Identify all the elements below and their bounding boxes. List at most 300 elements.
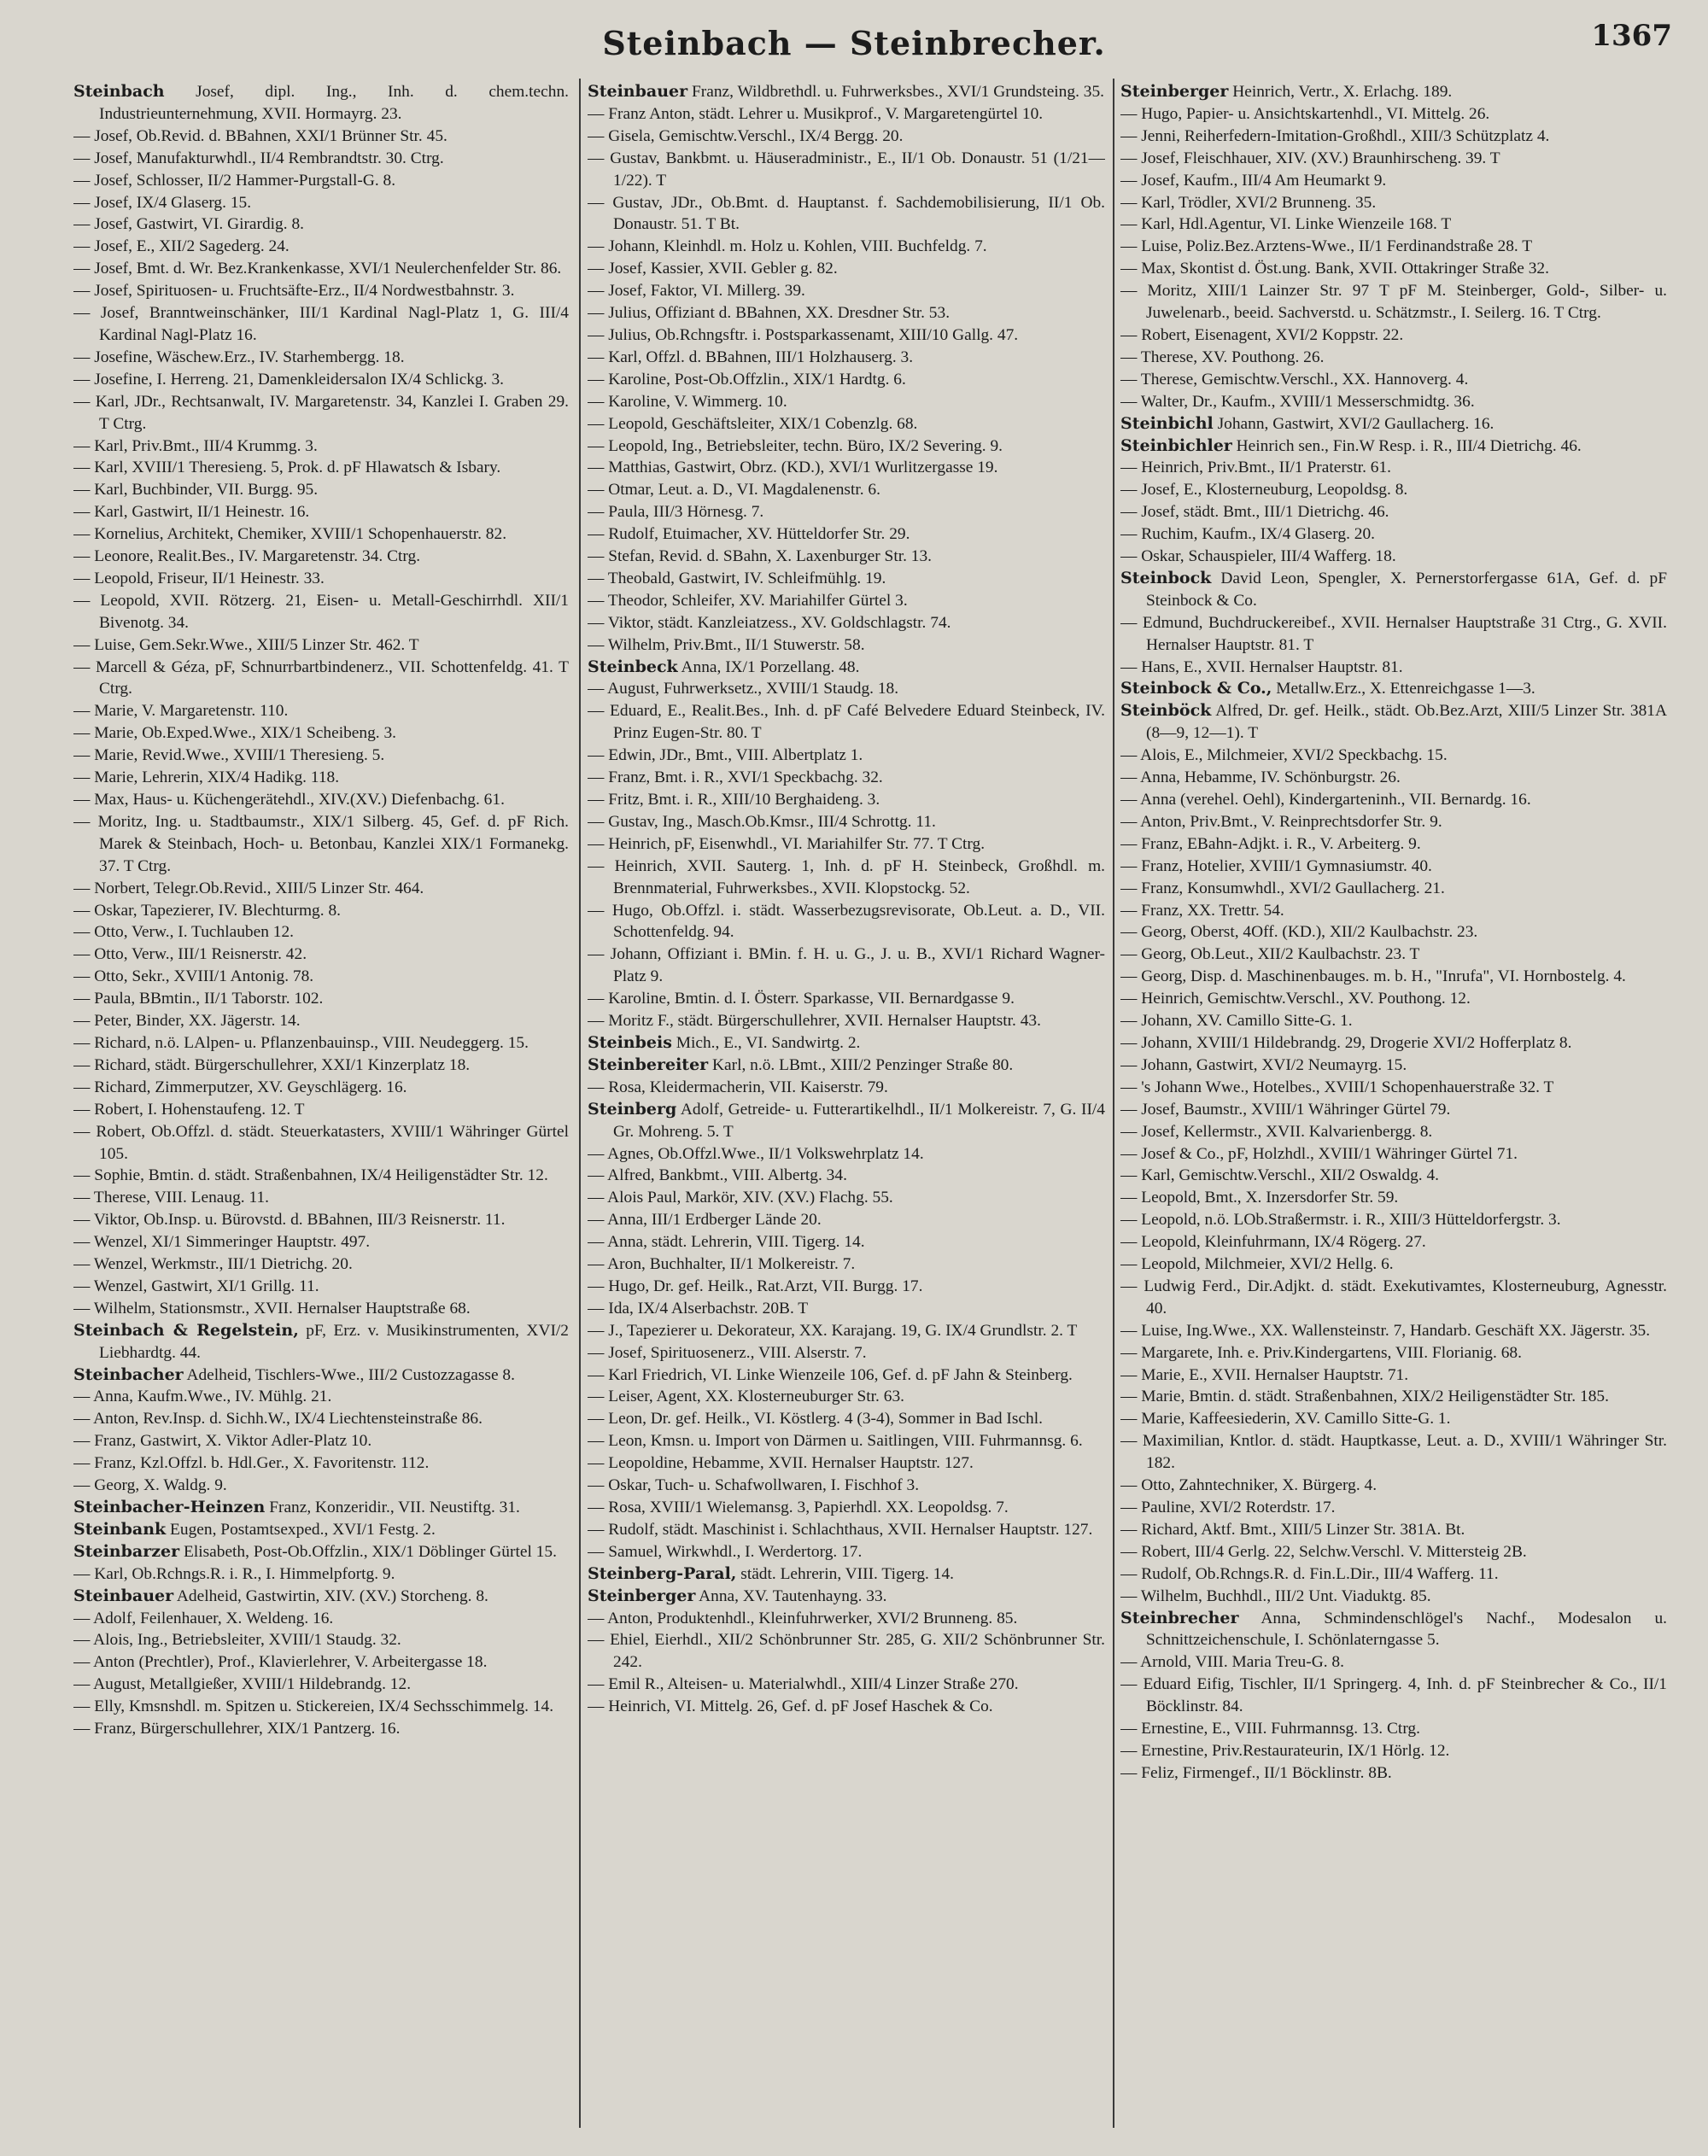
entry-text: — Heinrich, Gemischtw.Verschl., XV. Pouthong. 12. <box>1120 990 1471 1008</box>
entry-text: David Leon, Spengler, X. Pernerstorfergasse 61A, Gef. d. pF Steinbock & Co. <box>1146 569 1667 610</box>
entry-text: — Marie, E., XVII. Hernalser Hauptstr. 71. <box>1120 1365 1409 1384</box>
directory-entry <box>588 1342 1105 1364</box>
directory-entry <box>73 81 569 126</box>
entry-text: — Josef, Baumstr., XVIII/1 Währinger Gürtel 79. <box>1120 1100 1451 1119</box>
directory-entry <box>73 1452 569 1475</box>
entry-text: Metallw.Erz., X. Ettenreichgasse 1—3. <box>1272 680 1535 698</box>
directory-entry <box>588 126 1105 148</box>
directory-entry <box>588 1386 1105 1408</box>
entry-text: — Theodor, Schleifer, XV. Mariahilfer Gürtel 3. <box>588 591 908 610</box>
entry-text: — Gustav, Bankbmt. u. Häuseradministr., E., II/1 Ob. Donaustr. 51 (1/21—1/22). T <box>588 149 1105 190</box>
entry-text: Josef, dipl. Ing., Inh. d. chem.techn. Industrieunternehmung, XVII. Hormayrg. 23. <box>99 83 569 123</box>
directory-entry <box>1120 1231 1667 1253</box>
entry-text: — Johann, Gastwirt, XVI/2 Neumayrg. 15. <box>1120 1055 1407 1074</box>
directory-entry <box>73 1032 569 1055</box>
entry-text: — Josef & Co., pF, Holzhdl., XVIII/1 Währinger Gürtel 71. <box>1120 1144 1518 1163</box>
entry-text: — August, Fuhrwerksetz., XVIII/1 Staudg. 18. <box>588 680 899 698</box>
directory-entry <box>73 457 569 479</box>
entry-text: — Johann, XV. Camillo Sitte-G. 1. <box>1120 1012 1353 1031</box>
directory-entry <box>1120 324 1667 347</box>
directory-entry <box>588 1209 1105 1231</box>
entry-text: — Eduard Eifig, Tischler, II/1 Springerg. 4, Inh. d. pF Steinbrecher & Co., II/1 Böcklinstr. 84. <box>1120 1675 1667 1716</box>
directory-entry <box>1120 523 1667 546</box>
entry-text: — Josef, E., Klosterneuburg, Leopoldsg. 8. <box>1120 481 1408 500</box>
directory-entry <box>73 568 569 590</box>
entry-text: — Julius, Offiziant d. BBahnen, XX. Dresdner Str. 53. <box>588 304 951 323</box>
entry-text: — Oskar, Tapezierer, IV. Blechturmg. 8. <box>73 901 341 920</box>
entry-text: — Eduard, E., Realit.Bes., Inh. d. pF Café Belvedere Eduard Steinbeck, IV. Prinz Eugen-Str. 80. T <box>588 702 1105 743</box>
entry-text: Mich., E., VI. Sandwirtg. 2. <box>671 1033 861 1052</box>
directory-entry <box>588 1187 1105 1209</box>
directory-entry <box>588 1586 1105 1608</box>
entry-text: — Feliz, Firmengef., II/1 Böcklinstr. 8B. <box>1120 1763 1392 1782</box>
entry-text: — Otto, Sekr., XVIII/1 Antonig. 78. <box>73 967 314 986</box>
directory-entry <box>588 568 1105 590</box>
directory-entry <box>588 501 1105 523</box>
entry-text: — Leopold, Geschäftsleiter, XIX/1 Cobenzlg. 68. <box>588 414 918 433</box>
entry-text: pF, Erz. v. Musikinstrumenten, XVI/2 Liebhardtg. 44. <box>99 1321 569 1362</box>
entry-text: — Karl, Buchbinder, VII. Burgg. 95. <box>73 481 319 500</box>
directory-entry <box>588 789 1105 811</box>
entry-text: — Marie, V. Margaretenstr. 110. <box>73 702 289 721</box>
entry-text: — Marie, Revid.Wwe., XVIII/1 Theresieng. 5. <box>73 746 385 765</box>
directory-entry <box>588 988 1105 1010</box>
entry-text: — Rudolf, städt. Maschinist i. Schlachthaus, XVII. Hernalser Hauptstr. 127. <box>588 1520 1093 1539</box>
directory-entry <box>588 103 1105 126</box>
entry-text: — Marie, Bmtin. d. städt. Straßenbahnen, XIX/2 Heiligenstädter Str. 185. <box>1120 1388 1609 1406</box>
directory-entry <box>73 213 569 236</box>
directory-entry <box>588 1608 1105 1630</box>
entry-text: — Maximilian, Kntlor. d. städt. Hauptkasse, Leut. a. D., XVIII/1 Währinger Str. 182. <box>1120 1432 1667 1473</box>
directory-entry <box>588 1143 1105 1166</box>
directory-entry <box>1120 213 1667 236</box>
entry-text: — Wilhelm, Buchhdl., III/2 Unt. Viaduktg. 85. <box>1120 1586 1431 1605</box>
directory-entry <box>1120 1541 1667 1563</box>
directory-entry <box>73 1674 569 1696</box>
directory-entry <box>1120 81 1667 103</box>
directory-entry <box>73 501 569 523</box>
entry-text: — Ernestine, Priv.Restaurateurin, IX/1 Hörlg. 12. <box>1120 1741 1450 1760</box>
entry-text: — Viktor, städt. Kanzleiatzess., XV. Goldschlagstr. 74. <box>588 613 951 632</box>
entry-text: Karl, n.ö. LBmt., XIII/2 Penzinger Straße 80. <box>708 1055 1014 1074</box>
directory-entry <box>1120 1342 1667 1364</box>
entry-text: — Luise, Poliz.Bez.Arztens-Wwe., II/1 Ferdinandstraße 28. T <box>1120 237 1533 256</box>
entry-text: — Alfred, Bankbmt., VIII. Albertg. 34. <box>588 1166 847 1185</box>
entry-text: — Edwin, JDr., Bmt., VIII. Albertplatz 1. <box>588 746 863 765</box>
directory-entry <box>588 634 1105 657</box>
column-left <box>73 81 569 2139</box>
entry-text: Anna, Schmindenschlögel's Nachf., Modesalon u. Schnittzeichenschule, I. Schönlaterngasse 5. <box>1146 1609 1667 1650</box>
directory-entry <box>588 413 1105 435</box>
entry-text: — Otmar, Leut. a. D., VI. Magdalenenstr. 6. <box>588 481 880 500</box>
directory-entry <box>588 678 1105 700</box>
directory-entry <box>73 1541 569 1563</box>
directory-entry <box>1120 479 1667 501</box>
directory-entry <box>73 966 569 988</box>
directory-entry <box>1120 811 1667 833</box>
entry-text: — Alois Paul, Markör, XIV. (XV.) Flachg. 55. <box>588 1189 893 1207</box>
column-divider <box>579 79 581 2128</box>
entry-surname: Steinbrecher <box>1120 1608 1239 1627</box>
directory-entry <box>588 1563 1105 1586</box>
directory-entry <box>588 1452 1105 1475</box>
directory-entry <box>73 523 569 546</box>
directory-entry <box>588 900 1105 944</box>
entry-text: — Franz Anton, städt. Lehrer u. Musikprof., V. Margaretengürtel 10. <box>588 104 1044 123</box>
directory-entry <box>73 369 569 391</box>
entry-text: — Gustav, Ing., Masch.Ob.Kmsr., III/4 Schrottg. 11. <box>588 812 936 831</box>
entry-text: Johann, Gastwirt, XVI/2 Gaullacherg. 16. <box>1213 414 1494 433</box>
entry-text: Eugen, Postamtsexped., XVI/1 Festg. 2. <box>166 1520 436 1539</box>
entry-text: — Josef, Kellermstr., XVII. Kalvarienbergg. 8. <box>1120 1122 1433 1141</box>
directory-entry <box>588 944 1105 988</box>
entry-text: — Pauline, XVI/2 Roterdstr. 17. <box>1120 1499 1336 1516</box>
directory-entry <box>588 1475 1105 1497</box>
directory-entry <box>1120 921 1667 944</box>
entry-text: — Arnold, VIII. Maria Treu-G. 8. <box>1120 1653 1344 1672</box>
directory-entry <box>588 369 1105 391</box>
directory-entry <box>73 546 569 568</box>
directory-entry <box>73 1408 569 1430</box>
directory-entry <box>588 590 1105 612</box>
directory-entry <box>588 546 1105 568</box>
directory-entry <box>1120 900 1667 922</box>
directory-entry <box>588 1055 1105 1077</box>
entry-text: — Josef, Bmt. d. Wr. Bez.Krankenkasse, XVI/1 Neulerchenfelder Str. 86. <box>73 260 562 278</box>
directory-entry <box>73 1475 569 1497</box>
directory-entry <box>73 1253 569 1276</box>
entry-text: — Richard, Zimmerputzer, XV. Geyschlägerg. 16. <box>73 1078 407 1096</box>
directory-entry <box>588 745 1105 767</box>
directory-entry <box>73 1298 569 1320</box>
entry-text: — Therese, VIII. Lenaug. 11. <box>73 1189 270 1207</box>
entry-text: — Wenzel, Gastwirt, XI/1 Grillg. 11. <box>73 1277 319 1295</box>
directory-entry <box>1120 192 1667 214</box>
entry-text: Adolf, Getreide- u. Futterartikelhdl., II/1 Molkereistr. 7, G. II/4 Gr. Mohreng. 5. T <box>613 1100 1105 1141</box>
entry-text: — Anna, Hebamme, IV. Schönburgstr. 26. <box>1120 768 1401 787</box>
directory-entry <box>73 148 569 170</box>
entry-text: — Leopold, XVII. Rötzerg. 21, Eisen- u. Metall-Geschirrhdl. XII/1 Bivenotg. 34. <box>73 591 569 632</box>
entry-text: — Josefine, I. Herreng. 21, Damenkleidersalon IX/4 Schlickg. 3. <box>73 370 505 389</box>
directory-entry <box>73 878 569 900</box>
directory-entry <box>1120 1032 1667 1055</box>
entry-text: — Anton (Prechtler), Prof., Klavierlehrer, V. Arbeitergasse 18. <box>73 1653 488 1672</box>
entry-text: — Johann, XVIII/1 Hildebrandg. 29, Drogerie XVI/2 Hofferplatz 8. <box>1120 1033 1572 1052</box>
entry-text: — Josef, Fleischhauer, XIV. (XV.) Braunhirscheng. 39. T <box>1120 149 1500 167</box>
entry-text: — Aron, Buchhalter, II/1 Molkereistr. 7. <box>588 1255 856 1274</box>
entry-text: Heinrich, Vertr., X. Erlachg. 189. <box>1228 83 1453 101</box>
directory-entry <box>1120 435 1667 458</box>
directory-entry <box>1120 1674 1667 1718</box>
directory-entry <box>73 1165 569 1187</box>
column-middle <box>588 81 1105 2139</box>
directory-entry <box>1120 1475 1667 1497</box>
directory-entry <box>588 302 1105 324</box>
directory-entry <box>1120 1386 1667 1408</box>
entry-text: — Luise, Ing.Wwe., XX. Wallensteinstr. 7, Handarb. Geschäft XX. Jägerstr. 35. <box>1120 1321 1651 1340</box>
column-divider <box>1113 79 1114 2128</box>
entry-surname: Steinbock & Co., <box>1120 679 1272 698</box>
entry-text: — Gustav, JDr., Ob.Bmt. d. Hauptanst. f. Sachdemobilisierung, II/1 Ob. Donaustr. 51. T Bt. <box>588 193 1105 234</box>
directory-entry <box>73 1209 569 1231</box>
entry-text: — Moritz, Ing. u. Stadtbaumstr., XIX/1 Silberg. 45, Gef. d. pF Rich. Marek & Steinbach, Hoch- u. Betonbau, Kanzlei XIX/1 Formanekg. 37. T Ctrg. <box>73 812 569 875</box>
entry-text: — Karl, JDr., Rechtsanwalt, IV. Margaretenstr. 34, Kanzlei I. Graben 29. T Ctrg. <box>73 392 569 433</box>
directory-entry <box>73 700 569 722</box>
entry-text: — Gisela, Gemischtw.Verschl., IX/4 Bergg. 20. <box>588 126 904 145</box>
directory-entry <box>1120 745 1667 767</box>
entry-text: — Josef, IX/4 Glaserg. 15. <box>73 193 252 212</box>
entry-text: — Alois, E., Milchmeier, XVI/2 Speckbachg. 15. <box>1120 746 1448 765</box>
directory-entry <box>73 944 569 966</box>
entry-text: — Johann, Offiziant i. BMin. f. H. u. G., J. u. B., XVI/1 Richard Wagner-Platz 9. <box>588 945 1105 986</box>
directory-entry <box>1120 678 1667 700</box>
entry-text: Alfred, Dr. gef. Heilk., städt. Ob.Bez.Arzt, XIII/5 Linzer Str. 381A (8—9, 12—1). T <box>1146 702 1667 743</box>
entry-surname: Steinbacher <box>73 1364 184 1384</box>
entry-text: — Anton, Priv.Bmt., V. Reinprechtsdorfer Str. 9. <box>1120 812 1442 831</box>
directory-entry <box>1120 347 1667 369</box>
entry-text: — Johann, Kleinhdl. m. Holz u. Kohlen, VIII. Buchfeldg. 7. <box>588 237 987 256</box>
entry-text: Adelheid, Tischlers-Wwe., III/2 Custozzagasse 8. <box>183 1365 515 1384</box>
entry-text: — Ida, IX/4 Alserbachstr. 20B. T <box>588 1299 809 1318</box>
page-number: 1367 <box>1591 19 1672 53</box>
entry-text: — Robert, III/4 Gerlg. 22, Selchw.Verschl. V. Mittersteig 2B. <box>1120 1542 1527 1561</box>
entry-text: — Anna, städt. Lehrerin, VIII. Tigerg. 14. <box>588 1233 865 1252</box>
entry-text: — Heinrich, pF, Eisenwhdl., VI. Mariahilfer Str. 77. T Ctrg. <box>588 834 986 853</box>
directory-entry <box>1120 856 1667 878</box>
directory-entry <box>1120 236 1667 258</box>
directory-entry <box>1120 1121 1667 1143</box>
directory-entry <box>1120 1586 1667 1608</box>
entry-text: — Peter, Binder, XX. Jägerstr. 14. <box>73 1012 301 1031</box>
entry-text: — Emil R., Alteisen- u. Materialwhdl., XIII/4 Linzer Straße 270. <box>588 1675 1019 1694</box>
directory-entry <box>73 1010 569 1032</box>
entry-text: — Oskar, Schauspieler, III/4 Wafferg. 18. <box>1120 547 1396 566</box>
entry-text: — Josef, E., XII/2 Sagederg. 24. <box>73 237 290 256</box>
entry-text: — J., Tapezierer u. Dekorateur, XX. Karajang. 19, G. IX/4 Grundlstr. 2. T <box>588 1321 1078 1340</box>
entry-text: — Josef, Spirituosenerz., VIII. Alserstr. 7. <box>588 1343 867 1362</box>
directory-entry <box>1120 1143 1667 1166</box>
directory-entry <box>73 811 569 878</box>
entry-text: — Robert, Ob.Offzl. d. städt. Steuerkatasters, XVIII/1 Währinger Gürtel 105. <box>73 1122 569 1163</box>
directory-entry <box>1120 546 1667 568</box>
entry-text: — Max, Haus- u. Küchengerätehdl., XIV.(XV.) Diefenbachg. 61. <box>73 791 505 809</box>
entry-text: Franz, Konzeridir., VII. Neustiftg. 31. <box>265 1499 520 1516</box>
entry-text: — Georg, Oberst, 4Off. (KD.), XII/2 Kaulbachstr. 23. <box>1120 923 1478 942</box>
directory-entry <box>73 1586 569 1608</box>
entry-surname: Steinbauer <box>588 82 688 101</box>
directory-entry <box>1120 1010 1667 1032</box>
entry-text: — 's Johann Wwe., Hotelbes., XVIII/1 Schopenhauerstraße 32. T <box>1120 1078 1554 1096</box>
entry-text: — Marcell & Géza, pF, Schnurrbartbindenerz., VII. Schottenfeldg. 41. T Ctrg. <box>73 657 569 698</box>
directory-entry <box>73 192 569 214</box>
directory-entry <box>73 1099 569 1121</box>
directory-entry <box>588 1320 1105 1342</box>
directory-entry <box>73 634 569 657</box>
entry-text: — Josef, Spirituosen- u. Fruchtsäfte-Erz., II/4 Nordwestbahnstr. 3. <box>73 282 515 301</box>
entry-text: — Franz, EBahn-Adjkt. i. R., V. Arbeiterg. 9. <box>1120 834 1421 853</box>
entry-text: — Josef, städt. Bmt., III/1 Dietrichg. 46. <box>1120 503 1389 522</box>
entry-text: — Ehiel, Eierhdl., XII/2 Schönbrunner Str. 285, G. XII/2 Schönbrunner Str. 242. <box>588 1631 1105 1672</box>
entry-text: Anna, IX/1 Porzellang. 48. <box>677 657 860 676</box>
entry-surname: Steinbacher-Heinzen <box>73 1498 266 1516</box>
entry-text: — Franz, Bürgerschullehrer, XIX/1 Pantzerg. 16. <box>73 1720 401 1738</box>
entry-surname: Steinbeck <box>588 657 678 676</box>
entry-text: — Anna (verehel. Oehl), Kindergarteninh., VII. Bernardg. 16. <box>1120 791 1531 809</box>
entry-text: — Hugo, Dr. gef. Heilk., Rat.Arzt, VII. Burgg. 17. <box>588 1277 923 1295</box>
entry-surname: Steinbereiter <box>588 1055 709 1074</box>
directory-entry <box>1120 258 1667 280</box>
directory-entry <box>588 1253 1105 1276</box>
entry-text: — Marie, Lehrerin, XIX/4 Hadikg. 118. <box>73 768 340 787</box>
directory-entry <box>1120 944 1667 966</box>
entry-text: — Leonore, Realit.Bes., IV. Margaretenstr. 34. Ctrg. <box>73 547 421 566</box>
entry-text: — Oskar, Tuch- u. Schafwollwaren, I. Fischhof 3. <box>588 1476 920 1495</box>
entry-surname: Steinberger <box>588 1586 696 1605</box>
directory-entry <box>1120 103 1667 126</box>
entry-text: Franz, Wildbrethdl. u. Fuhrwerksbes., XVI/1 Grundsteing. 35. <box>687 83 1105 101</box>
entry-text: — Walter, Dr., Kaufm., XVIII/1 Messerschmidtg. 36. <box>1120 392 1475 411</box>
entry-text: — Hugo, Papier- u. Ansichtskartenhdl., VI. Mittelg. 26. <box>1120 104 1490 123</box>
entry-text: Heinrich sen., Fin.W Resp. i. R., III/4 Dietrichg. 46. <box>1231 436 1582 455</box>
directory-entry <box>588 856 1105 900</box>
entry-surname: Steinbarzer <box>73 1541 180 1561</box>
directory-entry <box>588 657 1105 679</box>
entry-text: — Georg, Ob.Leut., XII/2 Kaulbachstr. 23. T <box>1120 945 1420 964</box>
entry-text: — Josef, Schlosser, II/2 Hammer-Purgstall-G. 8. <box>73 171 396 190</box>
entry-text: — Karoline, V. Wimmerg. 10. <box>588 392 787 411</box>
entry-text: Adelheid, Gastwirtin, XIV. (XV.) Storcheng. 8. <box>173 1586 488 1605</box>
entry-text: — Anna, Kaufm.Wwe., IV. Mühlg. 21. <box>73 1388 332 1406</box>
entry-text: — Leopold, n.ö. LOb.Straßermstr. i. R., XIII/3 Hütteldorfergstr. 3. <box>1120 1211 1561 1230</box>
entry-text: — Leopold, Kleinfuhrmann, IX/4 Rögerg. 27. <box>1120 1233 1426 1252</box>
entry-text: — Karoline, Post-Ob.Offzlin., XIX/1 Hardtg. 6. <box>588 370 906 389</box>
directory-entry <box>73 745 569 767</box>
entry-text: — Otto, Zahntechniker, X. Bürgerg. 4. <box>1120 1476 1378 1495</box>
directory-entry <box>73 170 569 192</box>
entry-text: — Leon, Kmsn. u. Import von Därmen u. Saitlingen, VIII. Fuhrmannsg. 6. <box>588 1432 1083 1451</box>
directory-entry <box>588 435 1105 458</box>
entry-text: — Anton, Rev.Insp. d. Sichh.W., IX/4 Liechtensteinstraße 86. <box>73 1410 483 1429</box>
directory-entry <box>1120 1165 1667 1187</box>
entry-text: — Karl, XVIII/1 Theresieng. 5, Prok. d. pF Hlawatsch & Isbary. <box>73 459 501 477</box>
directory-entry <box>588 236 1105 258</box>
entry-text: — Sophie, Bmtin. d. städt. Straßenbahnen, IX/4 Heiligenstädter Str. 12. <box>73 1166 548 1185</box>
directory-entry <box>588 1364 1105 1387</box>
directory-entry <box>588 700 1105 745</box>
entry-surname: Steinbichler <box>1120 435 1232 455</box>
directory-entry <box>1120 833 1667 856</box>
entry-text: — Stefan, Revid. d. SBahn, X. Laxenburger Str. 13. <box>588 547 933 566</box>
directory-entry <box>1120 1099 1667 1121</box>
entry-text: — Leopold, Bmt., X. Inzersdorfer Str. 59. <box>1120 1189 1399 1207</box>
entry-text: — Richard, Aktf. Bmt., XIII/5 Linzer Str. 381A. Bt. <box>1120 1520 1465 1539</box>
entry-text: — Karl, Ob.Rchngs.R. i. R., I. Himmelpfortg. 9. <box>73 1564 395 1583</box>
directory-entry <box>73 1320 569 1364</box>
directory-entry <box>73 1718 569 1740</box>
entry-text: — Moritz, XIII/1 Lainzer Str. 97 T pF M. Steinberger, Gold-, Silber- u. Juwelenarb., beeid. Sachverstd. u. Schätzmstr., I. Seilerg. 16. T Ctrg. <box>1120 282 1667 323</box>
directory-entry <box>588 1430 1105 1452</box>
directory-entry <box>588 280 1105 302</box>
directory-entry <box>1120 1055 1667 1077</box>
directory-entry <box>588 1010 1105 1032</box>
directory-entry <box>588 1497 1105 1519</box>
directory-entry <box>1120 1209 1667 1231</box>
entry-surname: Steinbank <box>73 1519 167 1539</box>
entry-text: — Anton, Produktenhdl., Kleinfuhrwerker, XVI/2 Brunneng. 85. <box>588 1609 1018 1627</box>
entry-surname: Steinbauer <box>73 1586 174 1605</box>
entry-text: — Fritz, Bmt. i. R., XIII/10 Berghaideng. 3. <box>588 791 880 809</box>
directory-entry <box>73 391 569 435</box>
entry-text: — Franz, Hotelier, XVIII/1 Gymnasiumstr. 40. <box>1120 856 1432 875</box>
directory-entry <box>588 1099 1105 1143</box>
directory-entry <box>588 258 1105 280</box>
directory-entry <box>73 988 569 1010</box>
entry-surname: Steinberg <box>588 1099 677 1119</box>
directory-entry <box>1120 457 1667 479</box>
entry-text: — Ernestine, E., VIII. Fuhrmannsg. 13. Ctrg. <box>1120 1720 1420 1738</box>
directory-entry <box>1120 369 1667 391</box>
directory-entry <box>73 722 569 745</box>
directory-entry <box>73 1651 569 1674</box>
entry-text: — Karoline, Bmtin. d. I. Österr. Sparkasse, VII. Bernardgasse 9. <box>588 990 1015 1008</box>
entry-text: — Leopoldine, Hebamme, XVII. Hernalser Hauptstr. 127. <box>588 1454 974 1473</box>
entry-surname: Steinbach <box>73 82 165 101</box>
directory-entry <box>73 1563 569 1586</box>
entry-text: — Josefine, Wäschew.Erz., IV. Starhembergg. 18. <box>73 348 405 366</box>
entry-text: — Karl, Priv.Bmt., III/4 Krummg. 3. <box>73 436 318 455</box>
page-title: Steinbach — Steinbrecher. <box>602 24 1106 62</box>
directory-entry <box>73 1497 569 1519</box>
entry-surname: Steinbichl <box>1120 413 1214 433</box>
entry-text: — Karl, Trödler, XVI/2 Brunneng. 35. <box>1120 193 1377 212</box>
entry-text: — Moritz F., städt. Bürgerschullehrer, XVII. Hernalser Hauptstr. 43. <box>588 1012 1041 1031</box>
entry-text: — Josef, Branntweinschänker, III/1 Kardinal Nagl-Platz 1, G. III/4 Kardinal Nagl-Platz 16. <box>73 304 569 344</box>
directory-entry <box>1120 1430 1667 1475</box>
entry-text: — Matthias, Gastwirt, Obrz. (KD.), XVI/1 Wurlitzergasse 19. <box>588 459 998 477</box>
entry-text: — Leopold, Ing., Betriebsleiter, techn. Büro, IX/2 Severing. 9. <box>588 436 1003 455</box>
entry-text: — Edmund, Buchdruckereibef., XVII. Hernalser Hauptstraße 31 Ctrg., G. XVII. Hernalser Hauptstr. 81. T <box>1120 613 1667 654</box>
directory-entry <box>1120 1519 1667 1541</box>
directory-entry <box>588 391 1105 413</box>
entry-text: — Marie, Kaffeesiederin, XV. Camillo Sitte-G. 1. <box>1120 1410 1451 1429</box>
entry-text: — Norbert, Telegr.Ob.Revid., XIII/5 Linzer Str. 464. <box>73 879 424 897</box>
entry-text: — Josef, Faktor, VI. Millerg. 39. <box>588 282 805 301</box>
directory-entry <box>73 1629 569 1651</box>
entry-text: — Robert, Eisenagent, XVI/2 Koppstr. 22. <box>1120 325 1404 344</box>
entry-text: Anna, XV. Tautenhayng. 33. <box>695 1586 887 1605</box>
column-right <box>1120 81 1667 2139</box>
directory-entry <box>588 81 1105 103</box>
directory-entry <box>1120 988 1667 1010</box>
entry-surname: Steinberger <box>1120 82 1229 101</box>
directory-entry <box>1120 612 1667 657</box>
entry-text: — Heinrich, Priv.Bmt., II/1 Praterstr. 61. <box>1120 459 1392 477</box>
entry-text: — Wilhelm, Stationsmstr., XVII. Hernalser Hauptstraße 68. <box>73 1299 471 1318</box>
entry-text: — Robert, I. Hohenstaufeng. 12. T <box>73 1100 305 1119</box>
entry-text: — Max, Skontist d. Öst.ung. Bank, XVII. Ottakringer Straße 32. <box>1120 260 1549 278</box>
directory-entry <box>588 1165 1105 1187</box>
entry-text: — Theobald, Gastwirt, IV. Schleifmühlg. 19. <box>588 569 886 587</box>
directory-entry <box>73 921 569 944</box>
directory-entry <box>1120 413 1667 435</box>
directory-entry <box>73 479 569 501</box>
entry-text: — Karl, Gastwirt, II/1 Heinestr. 16. <box>73 503 310 522</box>
directory-entry <box>73 258 569 280</box>
directory-entry <box>588 192 1105 237</box>
entry-text: — Margarete, Inh. e. Priv.Kindergartens, VIII. Florianig. 68. <box>1120 1343 1522 1362</box>
directory-entry <box>588 324 1105 347</box>
entry-text: — Rosa, XVIII/1 Wielemansg. 3, Papierhdl. XX. Leopoldsg. 7. <box>588 1499 1009 1516</box>
